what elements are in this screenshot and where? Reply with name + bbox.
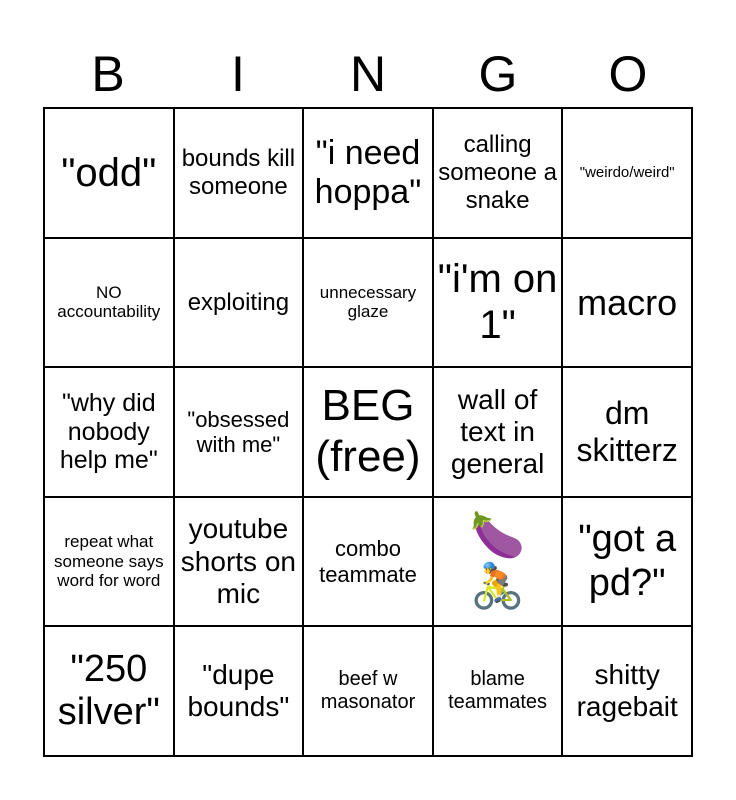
bingo-header <box>43 40 693 108</box>
bingo-cell[interactable] <box>303 367 433 497</box>
bingo-cell[interactable] <box>174 497 304 627</box>
cell-text: unnecessary glaze <box>319 282 417 322</box>
cell-text: "weirdo/weird" <box>579 164 675 182</box>
cell-text: BEG (free) <box>315 381 421 481</box>
cell-text: "odd" <box>61 150 157 195</box>
cell-text: youtube shorts on mic <box>180 513 296 609</box>
bingo-cell[interactable] <box>562 497 692 627</box>
cell-text: "obsessed with me" <box>187 406 290 457</box>
cell-text: dm skitterz <box>576 395 678 468</box>
header-letter-o: O <box>608 46 648 102</box>
cell-text: "dupe bounds" <box>187 659 290 723</box>
bingo-cell[interactable] <box>433 108 563 238</box>
cell-text: calling someone a snake <box>438 131 557 214</box>
cell-text: wall of text in general <box>450 383 545 480</box>
cell-text: repeat what someone says word for word <box>53 532 164 591</box>
bingo-cell[interactable] <box>433 626 563 756</box>
cell-text: 🍆 🚴 <box>470 511 525 611</box>
bingo-cell[interactable] <box>44 238 174 368</box>
bingo-cell[interactable] <box>44 497 174 627</box>
cell-text: "i'm on 1" <box>437 257 558 348</box>
bingo-cell[interactable] <box>174 626 304 756</box>
bingo-cell[interactable] <box>562 626 692 756</box>
cell-text: shitty ragebait <box>576 659 678 723</box>
cell-text: NO accountability <box>57 282 161 322</box>
cell-text: exploiting <box>187 288 290 316</box>
bingo-cell[interactable] <box>44 108 174 238</box>
bingo-cell[interactable] <box>303 108 433 238</box>
bingo-cell[interactable] <box>562 108 692 238</box>
bingo-cell[interactable] <box>44 626 174 756</box>
header-letter-b: B <box>91 46 125 102</box>
bingo-cell[interactable] <box>303 626 433 756</box>
bingo-cell[interactable] <box>303 238 433 368</box>
bingo-cell[interactable] <box>303 497 433 627</box>
cell-text: "250 silver" <box>57 647 160 734</box>
bingo-cell[interactable] <box>562 367 692 497</box>
header-letter-g: G <box>478 46 518 102</box>
bingo-cell[interactable] <box>562 238 692 368</box>
bingo-cell[interactable] <box>44 367 174 497</box>
bingo-cell[interactable] <box>433 497 563 627</box>
cell-text: combo teammate <box>319 536 417 587</box>
header-letter-n: N <box>349 46 387 102</box>
cell-text: "got a pd?" <box>578 517 677 604</box>
bingo-grid <box>43 107 693 757</box>
cell-text: bounds kill someone <box>181 145 296 200</box>
bingo-cell[interactable] <box>433 238 563 368</box>
cell-text: "i need hoppa" <box>314 133 422 211</box>
bingo-cell[interactable] <box>174 238 304 368</box>
cell-text: macro <box>577 281 678 323</box>
bingo-cell[interactable] <box>174 367 304 497</box>
cell-text: "why did nobody help me" <box>59 388 158 475</box>
header-letter-i: I <box>231 46 245 102</box>
bingo-cell[interactable] <box>433 367 563 497</box>
cell-text: blame teammates <box>448 668 548 714</box>
bingo-cell[interactable] <box>174 108 304 238</box>
cell-text: beef w masonator <box>320 668 416 714</box>
